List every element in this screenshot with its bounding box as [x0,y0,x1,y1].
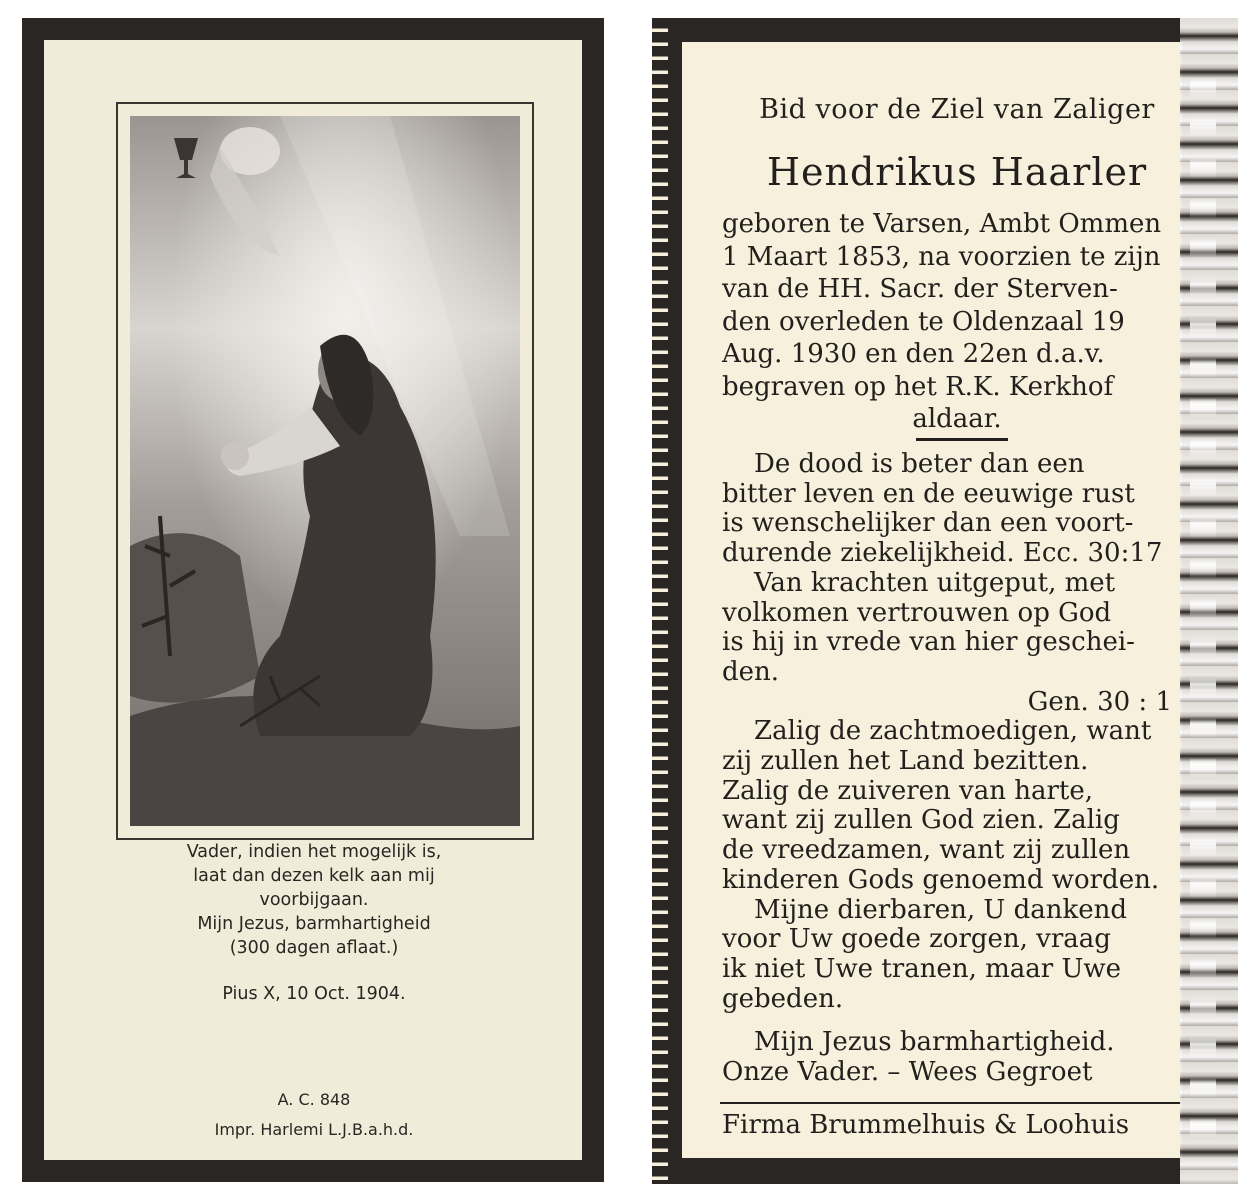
verse-line: Mijne dierbaren, U dankend [754,894,1128,925]
verse-line: is wenschelijker dan een voort- [722,508,1134,539]
image-frame [116,102,534,840]
deceased-name: Hendrikus Haarler [766,150,1148,194]
devotional-image [130,116,520,826]
caption-line: (300 dagen aflaat.) [229,938,399,958]
verse-line: den. [722,656,780,687]
detail-line: geboren te Varsen, Ambt Ommen [722,209,1162,239]
verse-line: gebeden. [722,983,844,1014]
verse-line: volkomen vertrouwen op God [722,597,1112,628]
verse-line: de vreedzamen, want zij zullen [722,835,1131,866]
verse-line: durende ziekelijkheid. Ecc. 30:17 [722,538,1163,569]
detail-line: begraven op het R.K. Kerkhof [722,371,1114,402]
caption-line: laat dan dezen kelk aan mij [193,866,435,886]
prayer-caption [124,840,504,960]
detail-line: den overleden te Oldenzaal 19 [722,306,1125,337]
left-prayer-card [22,18,604,1182]
bottom-divider [720,1102,1188,1104]
verse-line: voor Uw goede zorgen, vraag [722,924,1111,955]
caption-line: Mijn Jezus, barmhartigheid [197,914,431,934]
detail-line: Aug. 1930 en den 22en d.a.v. [722,339,1105,369]
worn-edge-highlights [1190,58,1216,1138]
firm-name: Firma Brummelhuis & Loohuis [722,1110,1130,1140]
verse-line: is hij in vrede van hier geschei- [722,627,1135,658]
verse-line: Mijn Jezus barmhartigheid. [754,1027,1115,1058]
detail-line: aldaar. [912,404,1002,434]
right-memorial-card [652,18,1238,1184]
verse-line: bitter leven en de eeuwige rust [722,478,1135,509]
verse-line [722,1014,1192,1028]
intro-line: Bid voor de Ziel van Zaliger [759,94,1155,125]
verse-line: Van krachten uitgeput, met [754,567,1116,598]
verse-line: Zalig de zuiveren van harte, [722,775,1094,806]
caption-line: Vader, indien het mogelijk is, [186,842,442,862]
verse-line: Gen. 30 : 1 [1027,686,1172,717]
verse-line: want zij zullen God zien. Zalig [722,805,1120,836]
torn-edge [652,18,668,1184]
ac-number: A. C. 848 [277,1090,351,1109]
left-card-paper [44,40,582,1160]
detail-line: van de HH. Sacr. der Sterven- [722,274,1118,304]
papal-reference: Pius X, 10 Oct. 1904. [222,984,406,1004]
scripture-verses [722,450,1192,1088]
verse-line: Onze Vader. – Wees Gegroet [722,1057,1093,1088]
verse-line: zij zullen het Land bezitten. [722,746,1089,777]
divider [916,438,1008,441]
kneeling-figure-illustration [130,116,520,826]
detail-line: 1 Maart 1853, na voorzien te zijn [722,241,1161,272]
right-card-paper [682,42,1182,1158]
verse-line: kinderen Gods genoemd worden. [722,864,1160,895]
printer-imprint: Impr. Harlemi L.J.B.a.h.d. [214,1120,414,1139]
verse-line: Zalig de zachtmoedigen, want [754,716,1152,747]
verse-line: ik niet Uwe tranen, maar Uwe [722,953,1122,984]
caption-line: voorbijgaan. [259,890,369,910]
biographical-details [722,208,1192,436]
verse-line: De dood is beter dan een [754,449,1085,479]
